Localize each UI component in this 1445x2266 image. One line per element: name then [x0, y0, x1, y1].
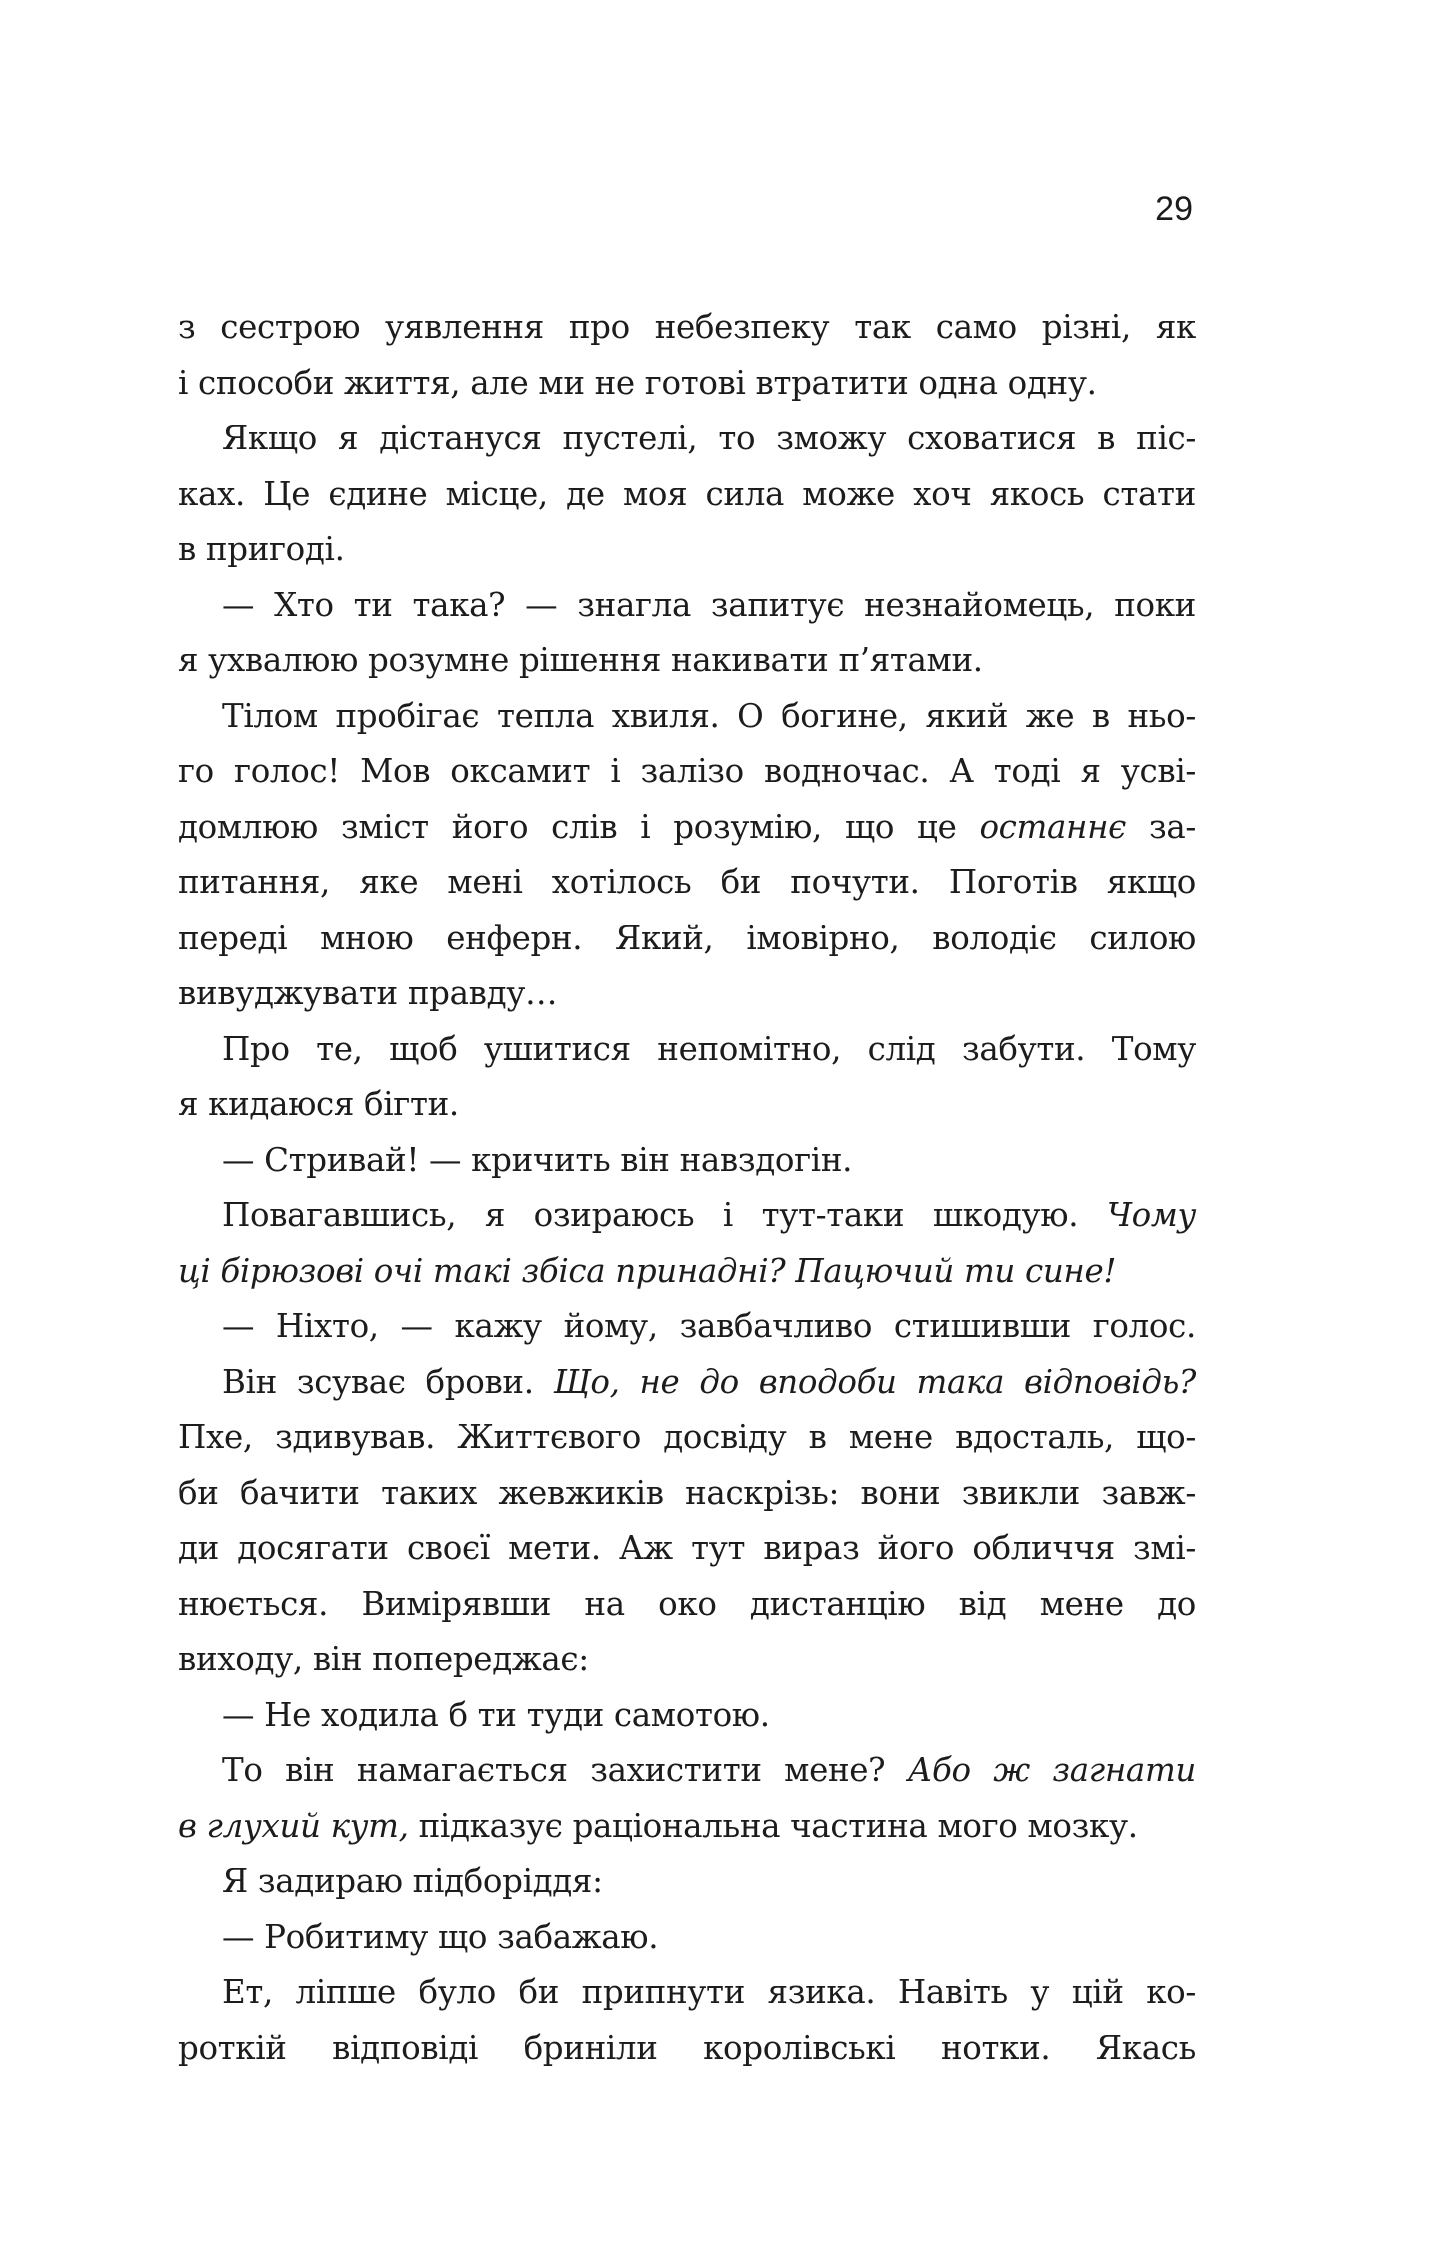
- text-line: [178, 522, 1196, 578]
- text-segment: го голос! Мов оксамит і залізо водночас. А тоді я усві-: [178, 752, 1196, 790]
- text-segment: Я задираю підборіддя:: [222, 1862, 603, 1900]
- text-segment: в пригоді.: [178, 530, 345, 568]
- text-line: [178, 966, 1196, 1022]
- text-line: [178, 1299, 1196, 1355]
- text-segment: — Ніхто, — кажу йому, завбачливо стишивши голос.: [222, 1307, 1196, 1345]
- text-segment: Повагавшись, я озираюсь і тут-таки шкодую.: [222, 1196, 1107, 1234]
- body-text: [178, 300, 1196, 2076]
- text-segment: Якщо я дістануся пустелі, то зможу сховатися в піс-: [222, 419, 1196, 457]
- text-segment: переді мною енферн. Який, імовірно, володіє силою: [178, 918, 1196, 957]
- text-line: [178, 1965, 1196, 2021]
- italic-text: ці бірюзові очі такі збіса принадні? Пацючий ти сине!: [178, 1251, 1117, 1290]
- text-segment: — Хто ти така? — знагла запитує незнайомець, поки: [222, 585, 1196, 624]
- text-segment: Він зсуває брови.: [222, 1362, 554, 1401]
- text-line: [178, 1577, 1196, 1633]
- text-segment: То він намагається захистити мене?: [222, 1751, 908, 1789]
- text-segment: домлюю зміст його слів і розумію, що це: [178, 807, 980, 846]
- text-segment: виходу, він попереджає:: [178, 1640, 589, 1678]
- text-segment: — Стривай! — кричить він навздогін.: [222, 1140, 853, 1179]
- text-segment: — Робитиму що забажаю.: [222, 1917, 659, 1956]
- text-segment: з сестрою уявлення про небезпеку так само різні, як: [178, 308, 1196, 346]
- text-line: [178, 1632, 1196, 1688]
- text-line: [178, 633, 1196, 689]
- text-line: [178, 1521, 1196, 1577]
- text-segment: — Не ходила б ти туди самотою.: [222, 1695, 770, 1734]
- text-line: [178, 1133, 1196, 1189]
- page-number: 29: [1155, 190, 1193, 228]
- text-segment: я ухвалюю розумне рішення накивати п’ятами.: [178, 641, 983, 679]
- text-segment: Про те, щоб ушитися непомітно, слід забути. Тому: [222, 1029, 1196, 1068]
- text-line: [178, 1022, 1196, 1078]
- text-segment: Тілом пробігає тепла хвиля. О богине, який же в ньо-: [222, 696, 1196, 735]
- text-segment: за-: [1126, 807, 1197, 846]
- text-segment: вивуджувати правду…: [178, 974, 558, 1012]
- text-line: [178, 467, 1196, 523]
- text-line: [178, 1244, 1196, 1300]
- italic-text: Або ж загнати: [907, 1751, 1196, 1789]
- text-segment: роткій відповіді бриніли королівські нотки. Якась: [178, 2028, 1196, 2067]
- text-segment: ках. Це єдине місце, де моя сила може хоч якось стати: [178, 474, 1196, 513]
- text-line: [178, 1743, 1196, 1799]
- text-segment: підказує раціональна частина мого мозку.: [408, 1806, 1138, 1845]
- text-line: [178, 300, 1196, 356]
- text-segment: би бачити таких жевжиків наскрізь: вони звикли завж-: [178, 1473, 1196, 1512]
- text-line: [178, 911, 1196, 967]
- text-line: [178, 1355, 1196, 1411]
- italic-text: Що, не до вподоби така відповідь?: [553, 1362, 1196, 1401]
- text-line: [178, 1188, 1196, 1244]
- text-line: [178, 1410, 1196, 1466]
- italic-text: в глухий кут,: [178, 1806, 409, 1845]
- text-line: [178, 578, 1196, 634]
- text-line: [178, 855, 1196, 911]
- text-line: [178, 1077, 1196, 1133]
- text-line: [178, 689, 1196, 745]
- text-line: [178, 800, 1196, 856]
- text-segment: Пхе, здивував. Життєвого досвіду в мене вдосталь, що-: [178, 1418, 1196, 1456]
- text-line: [178, 1799, 1196, 1855]
- text-line: [178, 1466, 1196, 1522]
- text-segment: і способи життя, але ми не готові втратити одна одну.: [178, 363, 1097, 402]
- italic-text: Чому: [1106, 1196, 1196, 1234]
- text-segment: ди досягати своєї мети. Аж тут вираз його обличчя змі-: [178, 1529, 1196, 1567]
- text-segment: я кидаюся бігти.: [178, 1085, 459, 1123]
- text-line: [178, 1688, 1196, 1744]
- text-line: [178, 356, 1196, 412]
- text-segment: нюється. Вимірявши на око дистанцію від мене до: [178, 1584, 1196, 1623]
- italic-text: останнє: [979, 807, 1126, 846]
- text-line: [178, 1910, 1196, 1966]
- text-segment: питання, яке мені хотілось би почути. Поготів якщо: [178, 863, 1196, 901]
- text-line: [178, 411, 1196, 467]
- text-line: [178, 1854, 1196, 1910]
- text-line: [178, 744, 1196, 800]
- text-segment: Ет, ліпше було би припнути язика. Навіть у цій ко-: [222, 1973, 1196, 2011]
- text-line: [178, 2021, 1196, 2077]
